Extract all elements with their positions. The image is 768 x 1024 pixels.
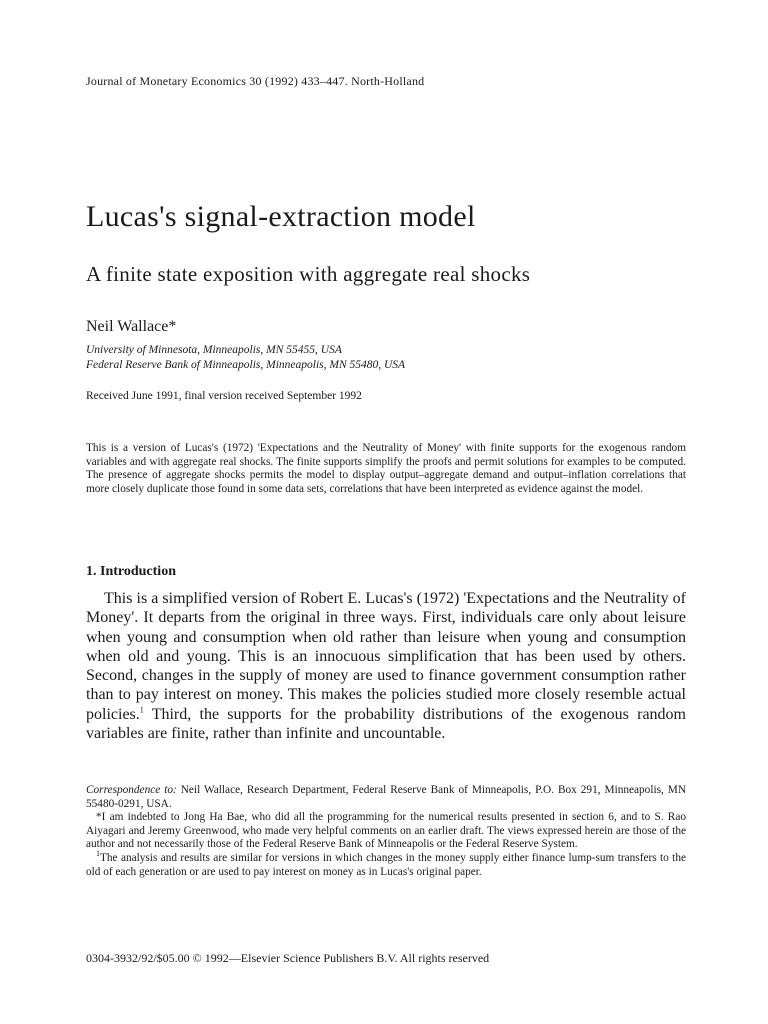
body-text-part-2: Third, the supports for the probability distributions of the exogenous random variables are finite, rather than infinite and uncountable. bbox=[86, 705, 686, 743]
affiliation-1: University of Minnesota, Minneapolis, MN 55455, USA bbox=[86, 344, 342, 356]
footnotes bbox=[86, 784, 686, 879]
correspondence-note bbox=[86, 784, 686, 811]
affiliation-2: Federal Reserve Bank of Minneapolis, Minneapolis, MN 55480, USA bbox=[86, 359, 406, 371]
correspondence-label: Correspondence to: bbox=[86, 784, 177, 796]
footnote-1 bbox=[86, 849, 686, 879]
footnote-marker: 1 bbox=[139, 705, 144, 715]
footnote-1-text: The analysis and results are similar for versions in which changes in the money supply either finance lump-sum transfers to the old of each generation or are used to pay interest on money as in Lucas's original paper. bbox=[86, 851, 686, 878]
copyright-line: 0304-3932/92/$05.00 © 1992—Elsevier Science Publishers B.V. All rights reserved bbox=[86, 951, 490, 965]
acknowledgement-note: *I am indebted to Jong Ha Bae, who did all the programming for the numerical results presented in section 6, and to S. Rao Aiyagari and Jeremy Greenwood, who made very helpful comments on an earlier draft. The views expressed herein are those of the author and not necessarily those of the Federal Reserve Bank of Minneapolis or the Federal Reserve System. bbox=[86, 811, 686, 851]
received-dates: Received June 1991, final version received September 1992 bbox=[86, 390, 362, 402]
journal-citation: Journal of Monetary Economics 30 (1992) 433–447. North-Holland bbox=[86, 74, 425, 88]
introduction-paragraph bbox=[86, 589, 686, 743]
correspondence-text: Neil Wallace, Research Department, Federal Reserve Bank of Minneapolis, P.O. Box 291, Minneapolis, MN 55480-0291, USA. bbox=[86, 784, 687, 810]
paper-title: Lucas's signal-extraction model bbox=[86, 200, 476, 233]
section-heading: 1. Introduction bbox=[86, 564, 176, 579]
body-text-part-1: This is a simplified version of Robert E. Lucas's (1972) 'Expectations and the Neutrality of Money'. It departs from the original in three ways. First, individuals care only about leisure when young and consumption when old rather than leisure when young and consumption when old and young. This is an innocuous simplification that has been used by others. Second, changes in the supply of money are used to finance government consumption rather than to pay interest on money. This makes the policies studied more closely resemble actual policies. bbox=[86, 590, 686, 723]
paper-subtitle: A finite state exposition with aggregate real shocks bbox=[86, 262, 531, 286]
author-name: Neil Wallace* bbox=[86, 318, 177, 335]
footnote-1-marker: 1 bbox=[96, 849, 100, 859]
abstract: This is a version of Lucas's (1972) 'Expectations and the Neutrality of Money' with finite supports for the exogenous random variables and with aggregate real shocks. The finite supports simplify the proofs and permit solutions for examples to be computed. The presence of aggregate shocks permits the model to display output–aggregate demand and output–inflation correlations that more closely duplicate those found in some data sets, correlations that have been interpreted as evidence against the model. bbox=[86, 442, 686, 495]
